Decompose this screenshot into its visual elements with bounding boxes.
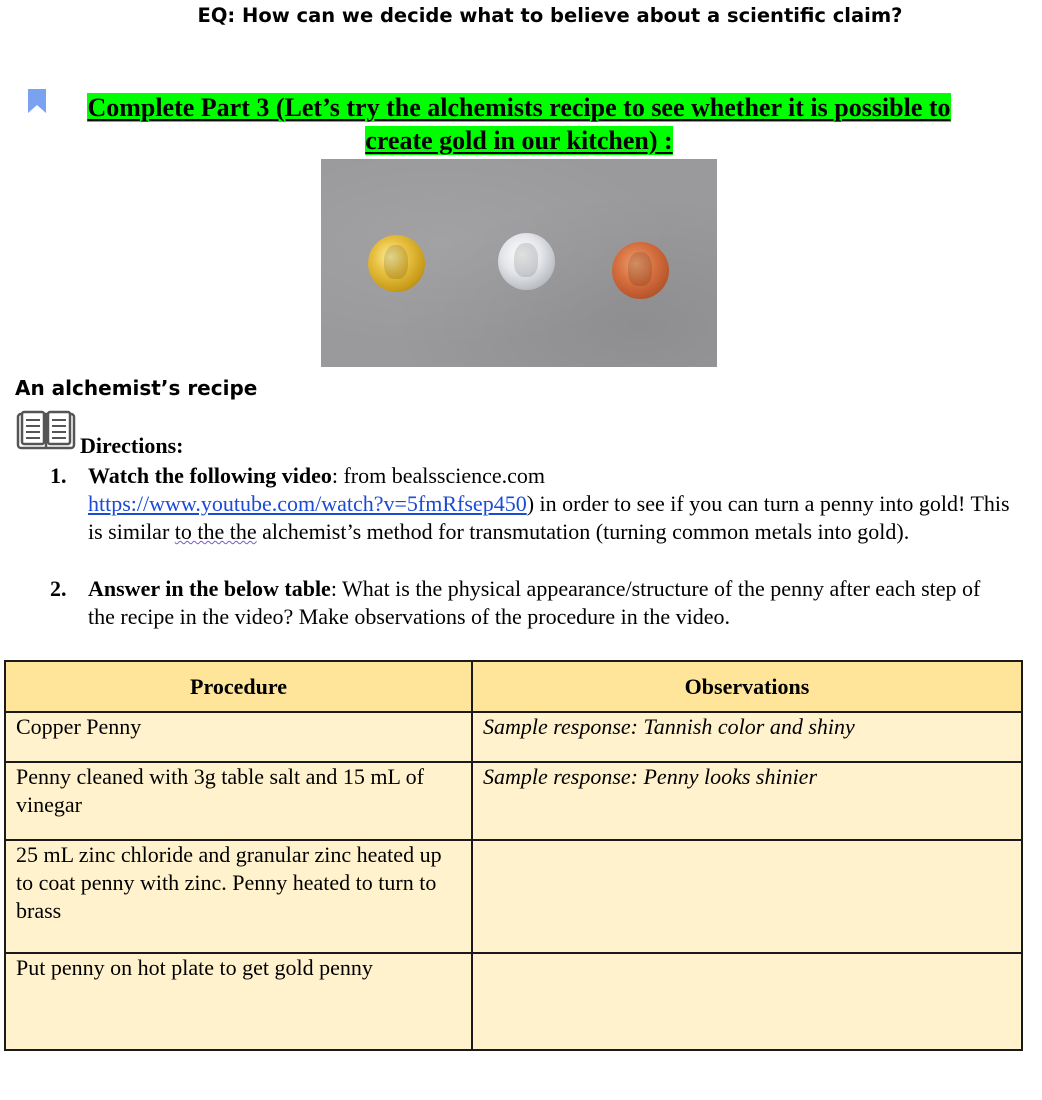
recipe-title: An alchemist’s recipe <box>15 376 258 400</box>
step-1 <box>50 462 1010 546</box>
procedure-header: Procedure <box>5 661 472 712</box>
observation-cell[interactable]: Sample response: Penny looks shinier <box>472 762 1022 840</box>
observation-cell[interactable] <box>472 953 1022 1050</box>
step-1-text-end: alchemist’s method for transmutation (turning common metals into gold). <box>256 519 910 544</box>
directions-list <box>50 462 1010 631</box>
observation-cell[interactable] <box>472 840 1022 953</box>
silver-penny-image <box>498 233 555 290</box>
table-row <box>5 712 1022 762</box>
bookmark-icon[interactable] <box>28 89 46 113</box>
step-1-number: 1. <box>50 463 67 488</box>
directions-label: Directions: <box>80 433 184 458</box>
observations-table <box>4 660 1023 1051</box>
heading-line-1: Complete Part 3 (Let’s try the alchemists recipe to see whether it is possible to <box>87 93 951 122</box>
table-row <box>5 953 1022 1050</box>
video-link[interactable]: https://www.youtube.com/watch?v=5fmRfsep450 <box>88 491 527 516</box>
table-row <box>5 840 1022 953</box>
gold-penny-image <box>368 235 425 292</box>
part3-heading <box>50 91 988 157</box>
observations-header: Observations <box>472 661 1022 712</box>
step-1-text: ) in order to see if you can turn a penny into gold! This is similar <box>88 491 1010 544</box>
table-row <box>5 762 1022 840</box>
pennies-photo <box>321 159 717 367</box>
procedure-cell[interactable]: Penny cleaned with 3g table salt and 15 mL of vinegar <box>5 762 472 840</box>
step-1-source: : from bealsscience.com <box>331 463 546 488</box>
heading-line-2: create gold in our kitchen) : <box>365 126 673 155</box>
observation-cell[interactable]: Sample response: Tannish color and shiny <box>472 712 1022 762</box>
step-1-lead: Watch the following video <box>88 463 332 488</box>
step-2 <box>50 575 1010 631</box>
procedure-cell[interactable]: Put penny on hot plate to get gold penny <box>5 953 472 1050</box>
procedure-cell[interactable]: Copper Penny <box>5 712 472 762</box>
step-2-number: 2. <box>50 576 67 601</box>
copper-penny-image <box>612 242 669 299</box>
essential-question: EQ: How can we decide what to believe about a scientific claim? <box>197 4 903 27</box>
grammar-flag[interactable]: to the the <box>174 519 257 544</box>
procedure-cell[interactable]: 25 mL zinc chloride and granular zinc heated up to coat penny with zinc. Penny heated to turn to brass <box>5 840 472 953</box>
step-2-text: : What is the physical appearance/structure of the penny after each step of the recipe in the video? Make observations of the procedure in the video. <box>88 576 981 629</box>
table-header-row <box>5 661 1022 712</box>
step-2-lead: Answer in the below table <box>88 576 331 601</box>
open-book-icon <box>16 410 76 450</box>
